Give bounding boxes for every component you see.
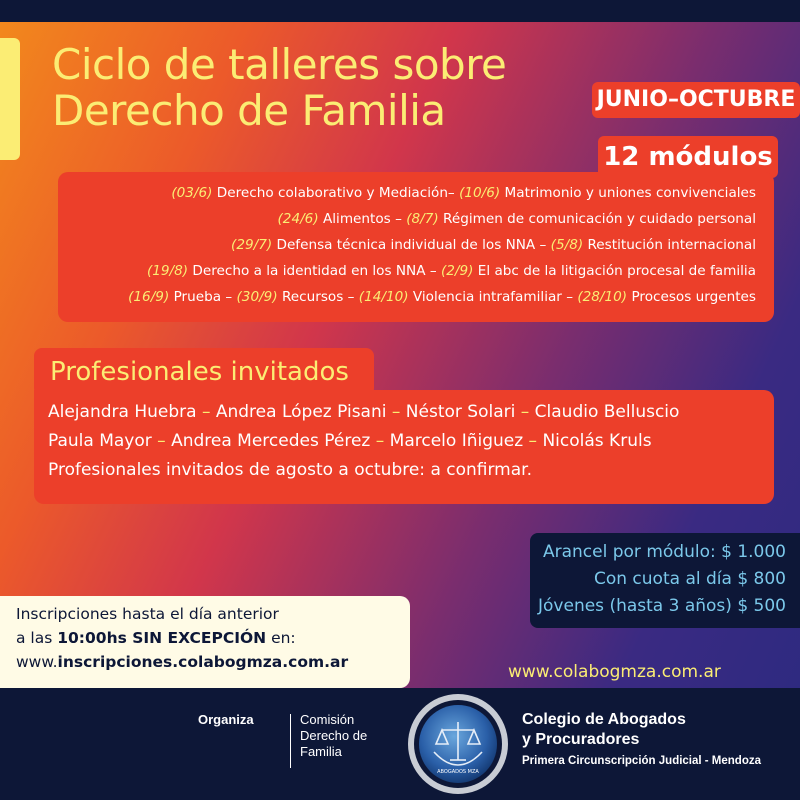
- professional-name: Andrea López Pisani: [215, 402, 387, 422]
- website-link[interactable]: www.colabogmza.com.ar: [508, 662, 721, 682]
- professional-name: Nicolás Kruls: [542, 431, 652, 451]
- module-topic: Alimentos –: [318, 211, 407, 227]
- title-line-2: Derecho de Familia: [52, 86, 446, 135]
- module-date: (14/10): [358, 289, 409, 305]
- inscriptions-line-2: [16, 626, 410, 650]
- price-box: [530, 533, 800, 628]
- module-date: (8/7): [406, 211, 439, 227]
- module-date: (19/8): [146, 263, 189, 279]
- module-row: [58, 284, 756, 310]
- svg-text:ABOGADOS MZA: ABOGADOS MZA: [437, 769, 479, 775]
- module-date: (29/7): [231, 237, 273, 253]
- module-topic: Derecho a la identidad en los NNA –: [188, 263, 441, 279]
- module-date: (10/6): [459, 185, 501, 201]
- inscriptions-deadline: 10:00hs SIN EXCEPCIÓN: [57, 629, 267, 647]
- professional-name: Paula Mayor: [48, 431, 152, 451]
- professionals-title: Profesionales invitados: [34, 348, 374, 396]
- module-topic: Régimen de comunicación y cuidado personal: [438, 211, 756, 227]
- title-accent-tab: [0, 38, 20, 160]
- module-topic: Violencia intrafamiliar –: [408, 289, 578, 305]
- professional-name: Alejandra Huebra: [48, 402, 197, 422]
- professional-name: Andrea Mercedes Pérez: [171, 431, 371, 451]
- module-date: (16/9): [128, 289, 170, 305]
- module-date: (30/9): [236, 289, 278, 305]
- module-topic: Prueba –: [169, 289, 237, 305]
- top-band: [0, 0, 800, 22]
- module-topic: Procesos urgentes: [627, 289, 756, 305]
- module-date: (28/10): [577, 289, 628, 305]
- organizer-label: Organiza: [198, 712, 254, 727]
- title-line-1: Ciclo de talleres sobre: [52, 40, 507, 89]
- college-seal-logo: [406, 692, 510, 796]
- college-name: [522, 710, 686, 750]
- name-separator: –: [523, 431, 543, 451]
- inscriptions-url-prefix: www.: [16, 653, 58, 671]
- module-date: (5/8): [550, 237, 584, 253]
- college-jurisdiction: Primera Circunscripción Judicial - Mendoza: [522, 755, 762, 767]
- poster-title: [52, 42, 506, 134]
- module-date: (2/9): [440, 263, 474, 279]
- inscriptions-box: [0, 596, 410, 688]
- period-badge: JUNIO–OCTUBRE: [592, 82, 800, 118]
- professionals-line-1: [48, 398, 774, 427]
- inscriptions-line-2-suffix: en:: [266, 629, 296, 647]
- module-topic: El abc de la litigación procesal de familia: [473, 263, 756, 279]
- professionals-line-2: [48, 427, 774, 456]
- commission-line-3: Familia: [300, 744, 342, 759]
- module-topic: Matrimonio y uniones convivenciales: [500, 185, 756, 201]
- college-name-line-2: y Procuradores: [522, 731, 640, 748]
- inscriptions-line-1: Inscripciones hasta el día anterior: [16, 605, 279, 623]
- modules-list: [58, 172, 774, 322]
- professional-name: Claudio Belluscio: [534, 402, 680, 422]
- footer-divider: [290, 714, 291, 768]
- commission-line-1: Comisión: [300, 712, 355, 727]
- price-per-module: Arancel por módulo: $ 1.000: [543, 542, 786, 562]
- name-separator: –: [386, 402, 406, 422]
- inscriptions-url-domain: inscripciones.colabogmza.com.ar: [57, 653, 349, 671]
- professional-name: Néstor Solari: [405, 402, 516, 422]
- module-topic: Defensa técnica individual de los NNA –: [272, 237, 551, 253]
- module-date: (03/6): [171, 185, 213, 201]
- module-topic: Recursos –: [277, 289, 359, 305]
- module-topic: Restitución internacional: [583, 237, 756, 253]
- module-row: [58, 206, 756, 232]
- name-separator: –: [515, 402, 535, 422]
- module-topic: Derecho colaborativo y Mediación–: [212, 185, 460, 201]
- professionals-list: [34, 390, 774, 504]
- commission-line-2: Derecho de: [300, 728, 368, 743]
- modules-count-badge: 12 módulos: [598, 136, 778, 178]
- professional-name: Marcelo Iñiguez: [389, 431, 524, 451]
- inscriptions-line-2-prefix: a las: [16, 629, 58, 647]
- price-young: Jóvenes (hasta 3 años) $ 500: [538, 596, 786, 616]
- inscriptions-url[interactable]: [16, 650, 410, 674]
- organizer-commission: [300, 712, 367, 760]
- module-row: [58, 232, 756, 258]
- professionals-note: Profesionales invitados de agosto a octubre: a confirmar.: [48, 460, 532, 480]
- module-row: [58, 180, 756, 206]
- college-name-line-1: Colegio de Abogados: [522, 711, 686, 728]
- module-row: [58, 258, 756, 284]
- name-separator: –: [151, 431, 172, 451]
- name-separator: –: [370, 431, 390, 451]
- name-separator: –: [196, 402, 216, 422]
- price-members: Con cuota al día $ 800: [593, 569, 786, 589]
- module-date: (24/6): [277, 211, 319, 227]
